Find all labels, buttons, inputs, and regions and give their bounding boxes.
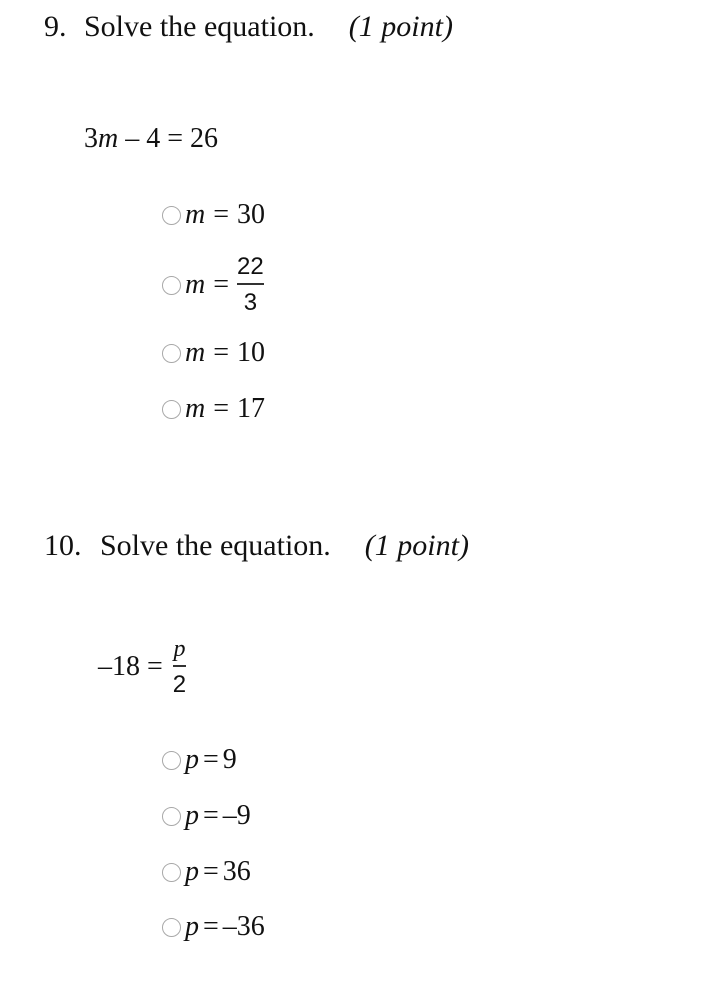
question-9-equation (84, 122, 218, 156)
choice-variable: p (185, 911, 199, 942)
choice-variable: p (185, 744, 199, 775)
question-9-title (44, 9, 453, 45)
question-9-choice-b[interactable] (162, 249, 264, 321)
question-points: (1 point) (364, 529, 469, 562)
equation-lhs: –18 = (98, 650, 163, 682)
radio-button[interactable] (162, 863, 181, 882)
equals-sign: = (203, 744, 219, 775)
equation-fraction (173, 636, 186, 698)
radio-button[interactable] (162, 400, 181, 419)
equals-sign: = (203, 911, 219, 942)
question-9-choice-d[interactable] (162, 391, 265, 427)
question-10-equation (98, 636, 186, 698)
choice-variable: m (185, 199, 206, 230)
equals-sign: = (213, 393, 230, 424)
equation-variable: m (98, 123, 119, 154)
choice-value: 9 (222, 744, 237, 775)
question-number: 9. (44, 10, 67, 43)
equals-sign: = (213, 199, 230, 230)
radio-button[interactable] (162, 918, 181, 937)
choice-value: –36 (222, 911, 265, 942)
fraction-bar (173, 665, 186, 667)
question-number: 10. (44, 529, 82, 562)
fraction-numerator: p (173, 636, 186, 662)
fraction-bar (237, 283, 264, 285)
choice-value: –9 (222, 800, 251, 831)
choice-value: 30 (237, 199, 266, 230)
fraction-denominator: 2 (172, 670, 187, 698)
choice-variable: p (185, 856, 199, 887)
radio-button[interactable] (162, 206, 181, 225)
choice-value: 36 (222, 856, 251, 887)
choice-variable: m (185, 337, 206, 368)
radio-button[interactable] (162, 276, 181, 295)
radio-button[interactable] (162, 807, 181, 826)
equation-coefficient: 3 (84, 123, 98, 154)
choice-value: 17 (237, 393, 266, 424)
choice-variable: m (185, 393, 206, 424)
fraction-numerator: 22 (237, 253, 264, 281)
question-10-choice-c[interactable] (162, 854, 251, 890)
radio-button[interactable] (162, 344, 181, 363)
equals-sign: = (213, 269, 230, 300)
equals-sign: = (203, 800, 219, 831)
radio-button[interactable] (162, 751, 181, 770)
question-9-choice-c[interactable] (162, 335, 265, 371)
question-prompt: Solve the equation. (84, 10, 315, 43)
choice-variable: m (185, 269, 206, 300)
equals-sign: = (203, 856, 219, 887)
fraction-denominator: 3 (243, 288, 258, 316)
equals-sign: = (213, 337, 230, 368)
choice-value: 10 (237, 337, 266, 368)
question-prompt: Solve the equation. (100, 529, 331, 562)
choice-fraction (237, 254, 264, 316)
question-9-choice-a[interactable] (162, 197, 265, 233)
equation-rest: – 4 = 26 (118, 123, 219, 154)
question-10-choice-b[interactable] (162, 798, 251, 834)
choice-variable: p (185, 800, 199, 831)
question-10-choice-d[interactable] (162, 909, 265, 945)
question-10-choice-a[interactable] (162, 742, 237, 778)
question-points: (1 point) (348, 10, 453, 43)
question-10-title (44, 528, 469, 564)
